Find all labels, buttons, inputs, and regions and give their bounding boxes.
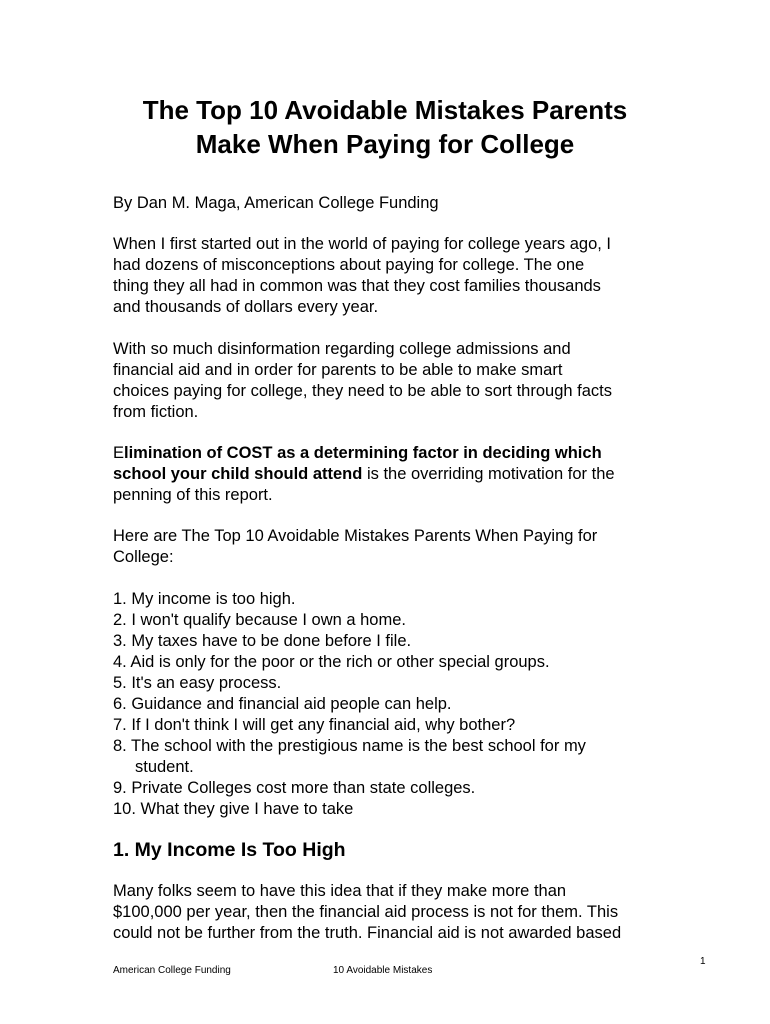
plain-text: is the overriding motivation for the — [362, 465, 615, 483]
list-intro-paragraph — [113, 526, 673, 568]
paragraph-line: Many folks seem to have this idea that if they make more than — [113, 882, 567, 900]
list-item: 2. I won't qualify because I own a home. — [113, 611, 406, 629]
bold-statement: limination of COST as a determining factor in deciding which — [124, 444, 602, 462]
footer-organization: American College Funding — [113, 965, 231, 976]
list-item: 7. If I don't think I will get any financial aid, why bother? — [113, 716, 516, 734]
byline: By Dan M. Maga, American College Funding — [113, 194, 439, 212]
paragraph-line: thing they all had in common was that they cost families thousands — [113, 277, 601, 295]
list-item: 4. Aid is only for the poor or the rich or other special groups. — [113, 653, 550, 671]
list-item: 1. My income is too high. — [113, 590, 296, 608]
paragraph-line: from fiction. — [113, 403, 199, 421]
document-title-line-1: The Top 10 Avoidable Mistakes Parents — [142, 95, 628, 125]
list-item: 10. What they give I have to take — [113, 800, 354, 818]
paragraph-line — [113, 464, 673, 485]
paragraph-line — [113, 443, 673, 464]
paragraph-line: Here are The Top 10 Avoidable Mistakes Parents When Paying for — [113, 527, 598, 545]
footer-document-title: 10 Avoidable Mistakes — [333, 965, 433, 976]
bold-statement: school your child should attend — [113, 465, 363, 483]
disinformation-paragraph — [113, 339, 673, 423]
initial-letter: E — [113, 444, 125, 462]
list-item: 8. The school with the prestigious name is the best school for my — [113, 737, 586, 755]
list-item: 5. It's an easy process. — [113, 674, 282, 692]
list-item-continuation: student. — [135, 758, 194, 776]
list-item: 9. Private Colleges cost more than state colleges. — [113, 779, 476, 797]
motivation-paragraph — [113, 443, 673, 506]
paragraph-line: financial aid and in order for parents to be able to make smart — [113, 361, 563, 379]
list-item: 3. My taxes have to be done before I file. — [113, 632, 412, 650]
intro-paragraph — [113, 234, 673, 318]
section-paragraph — [113, 881, 673, 944]
paragraph-line: had dozens of misconceptions about paying for college. The one — [113, 256, 585, 274]
list-item: 6. Guidance and financial aid people can help. — [113, 695, 452, 713]
paragraph-line: With so much disinformation regarding college admissions and — [113, 340, 571, 358]
paragraph-line: choices paying for college, they need to be able to sort through facts — [113, 382, 612, 400]
page-number: 1 — [700, 956, 706, 967]
paragraph-line: could not be further from the truth. Financial aid is not awarded based — [113, 924, 622, 942]
paragraph-line: When I first started out in the world of paying for college years ago, I — [113, 235, 612, 253]
section-heading: 1. My Income Is Too High — [113, 839, 346, 861]
paragraph-line: penning of this report. — [113, 486, 273, 504]
document-title-line-2: Make When Paying for College — [195, 129, 575, 159]
mistakes-list — [113, 589, 673, 820]
paragraph-line: College: — [113, 548, 174, 566]
paragraph-line: $100,000 per year, then the financial aid process is not for them. This — [113, 903, 619, 921]
paragraph-line: and thousands of dollars every year. — [113, 298, 379, 316]
